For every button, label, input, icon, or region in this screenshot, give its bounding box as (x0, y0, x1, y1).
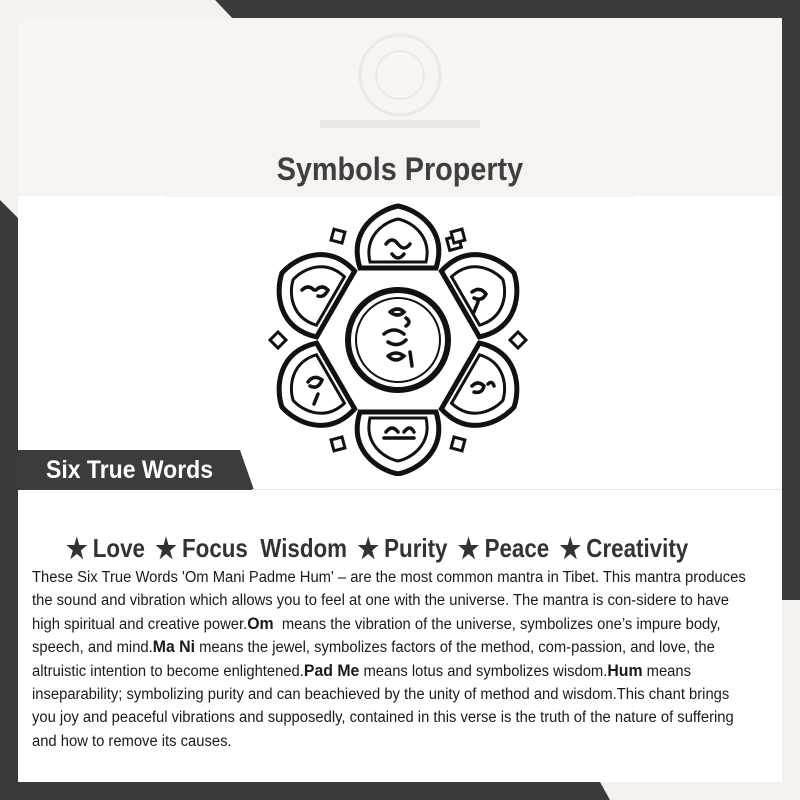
divider (252, 489, 782, 490)
star-icon: ★ (66, 532, 88, 564)
page-title: Symbols Property (276, 150, 524, 187)
star-icon: ★ (357, 532, 379, 564)
star-icon: ★ (559, 532, 582, 564)
property-creativity: ★ Creativity (559, 532, 689, 564)
description-paragraph: These Six True Words 'Om Mani Padme Hum' – are the most common mantra in Tibet. This mantra produces the sound and vibration which allows you to feel at one with the universe. The mantra is con-sidere to have high spiritual and creative power.Om means the vibration of the universe, symbolizes one’s impure body, speech, and mind.Ma Ni means the jewel, symbolizes factors of the method, com-passion, and love, the altruistic intention to become enlightened.Pad Me means lotus and symbolizes wisdom.Hum means inseparability; symbolizing purity and can beachieved by the unity of method and wisdom.This chant brings you joy and peaceful vibrations and supposedly, contained in this verse is the truth of the nature of suffering and how to remove its causes. (32, 569, 746, 750)
property-purity: ★ Purity (357, 532, 448, 564)
star-icon: ★ (457, 532, 480, 564)
star-icon: ★ (155, 532, 177, 564)
properties-list (66, 530, 699, 566)
property-peace: ★ Peace (457, 532, 550, 564)
term-om: Om (247, 614, 274, 633)
property-love: ★ Love (66, 532, 145, 564)
section-label: Six True Words (46, 456, 214, 484)
term-padme: Pad Me (303, 661, 360, 680)
watermark-logo (300, 20, 500, 140)
title-box (165, 141, 635, 197)
term-mani: Ma Ni (152, 638, 196, 657)
term-hum: Hum (607, 661, 643, 680)
six-syllable-mandala-icon (250, 200, 546, 476)
property-focus-wisdom: ★ Focus Wisdom (155, 532, 348, 564)
